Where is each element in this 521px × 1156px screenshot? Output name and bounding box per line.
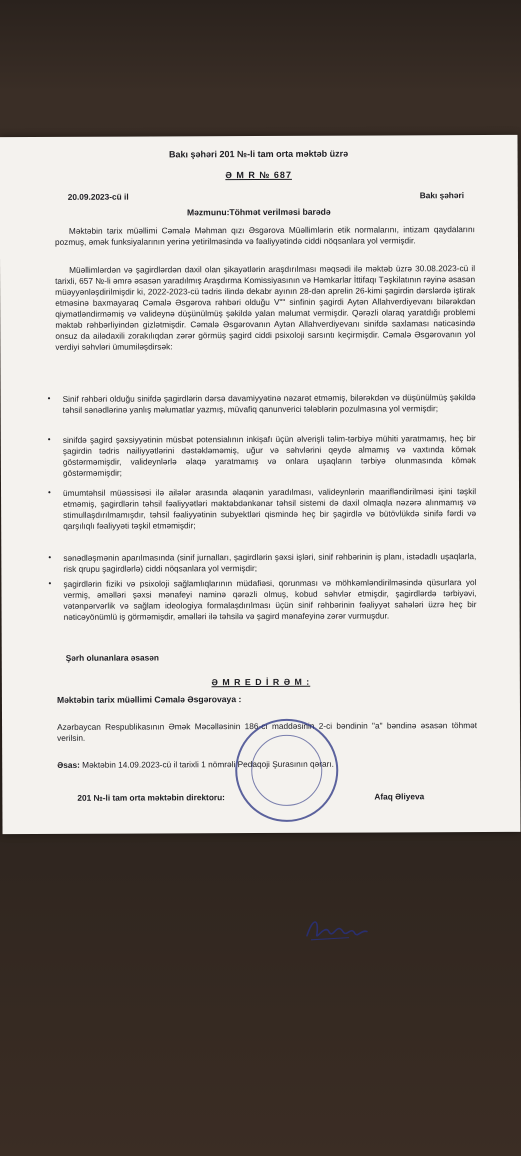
order-decision: Azərbaycan Respublikasının Əmək Məcəlləsinin 186-cı maddəsinin 2-ci bəndinin "a" bəndinə əsasən töhmət verilsin. [57, 720, 478, 743]
bullet-dot: • [47, 393, 51, 403]
director-name: Afaq Əliyeva [374, 791, 425, 802]
bullet-item-5: şagirdlərin fiziki və psixoloji sağlamlıqlarının müdafiəsi, qorunması və möhkəmləndirilməsində qüsurlara yol vermiş, əməlləri şəxsi mənafeyi naminə qərəzli olmuş, kobud səhvlər etmişdir, şagirdlərdə tərbiyəvi, vətənpərvərlik və sağlam ideologiya formalaşdırılması üçün sinif rəhbərinin fəaliyyət sahələri üzrə heç bir nəticəyönümlü iş görməmişdir, əməlləri ilə təhsilə və şagird mənafeyinə zərər vurmuşdur. [63, 577, 477, 622]
bullet-dot: • [48, 578, 52, 588]
basis-text: Məktəbin 14.09.2023-cü il tarixli 1 nömrəli Pedaqoji Şurasının qərarı. [82, 758, 335, 770]
school-seal-stamp [235, 719, 338, 822]
basis-note: Şərh olunanlara əsasən [65, 652, 159, 663]
order-subject: Məzmunu:Töhmət verilməsi barədə [186, 206, 331, 218]
paragraph-intro: Məktəbin tarix müəllimi Cəmalə Məhman qızı Əsgərova Müəllimlərin etik normalarını, intizam qaydalarını pozmuş, əmək funksiyalarının yerinə yetirilməsində və fəaliyyətində ciddi nöqsanlara yol vermişdir. [54, 224, 475, 247]
paragraph-investigation: Müəllimlərdən və şagirdlərdən daxil olan şikayətlərin araşdırılması məqsədi ilə məktəb üzrə 30.08.2023-cü il tarixli, 657 №-li əmrə əsasən yaradılmış Araşdırma Komissiyasının və Həmkarlar İttifaqı Təşkilatının rəyinə əsasən müəyyənləşdirilmişdir ki, 2022-2023-cü tədris ilində dekabr ayının 28-dən aprelin 26-kimi şagirdin dərslərdə iştirak etməsinə baxmayaraq Cəmalə Əsgərova rəhbəri olduğu V"" sinfinin şagirdi Aytən Allahverdiyevanı bilərəkdən qiymətləndirməmiş və valideynə düşünülmüş şəkildə yalan məlumat vermişdir. Qərəzli olaraq yaratdığı problemi məktəb rəhbərliyindən gizlətmişdir. Cəmalə Əsgərovanın Aytən Allahverdiyevanı sinifdə saxlaması nəticəsində onsuz da ailədaxili zorakılıqdan zərər görmüş şagird ciddi psixoloji sarsıntı keçirmişdir. Cəmalə Əsgərovanın yol verdiyi səhvləri ümumiləşdirsək: [55, 263, 476, 352]
bullet-item-3: ümumtəhsil müəssisəsi ilə ailələr arasında əlaqənin yaradılması, valideynlərin maarifləndirilməsi işini təşkil etməmiş, şagirdlərin təhsil fəaliyyətləri məktəbdənkənar təhsil sistemi də daxil olmaqla nəzərə alınmamış və stimullaşdırılmamışdır, təhsil fəaliyyətinin subyektləri qismində heç bir şagirdlə və bütövlükdə sinifə fərdi və qarşılıqlı fəaliyyəti təşkil etməmişdir; [63, 486, 477, 531]
bullet-dot: • [48, 487, 51, 497]
bullet-dot: • [48, 552, 52, 562]
bullet-item-1: Sinif rəhbəri olduğu sinifdə şagirdlərin dərsə davamiyyətinə nəzarət etməmiş, bilərəkdən və düşünülmüş şəkildə təhsil sənədlərinə yanlış məlumatlar yazmış, müvafiq qanunverici tələblərin pozulmasına yol vermişdir; [62, 392, 476, 415]
order-number: Ə M R № 687 [225, 169, 292, 181]
director-label: 201 №-li tam orta məktəbin direktoru: [77, 792, 225, 803]
school-heading: Bakı şəhəri 201 №-li tam orta məktəb üzrə [168, 148, 349, 160]
bullet-dot: • [47, 434, 51, 444]
basis-label: Əsas: [57, 759, 80, 770]
order-heading: Ə M R E D İ R Ə M : [211, 676, 311, 688]
order-document [0, 135, 521, 834]
order-target: Məktəbin tarix müəllimi Cəmalə Əsgərovaya : [56, 694, 242, 705]
bullet-item-2: sinifdə şagird şəxsiyyətinin müsbət potensialının inkişafı üçün əlverişli təlim-tərbiyə mühiti yaratmamış, heç bir şagirdin tədris nailiyyətlərini dəstəkləməmiş, uğur və səhvlərini qeydə almamış və vaxtında kömək göstərməmişdir, valideynlərlə əlaqə yaratmamış və onlara uşaqların tərbiyə olunmasında kömək göstərməmişdir; [62, 433, 476, 478]
order-city: Bakı şəhəri [419, 190, 465, 201]
bullet-item-4: sənədləşmənin aparılmasında (sinif jurnalları, şagirdlərin şəxsi işləri, sinif rəhbərinin iş planı, istədadlı uşaqlarla, risk qrupu şagirdlərlə) ciddi nöqsanlara yol vermişdir; [63, 551, 477, 574]
director-signature [303, 912, 373, 946]
order-date: 20.09.2023-cü il [67, 191, 129, 202]
